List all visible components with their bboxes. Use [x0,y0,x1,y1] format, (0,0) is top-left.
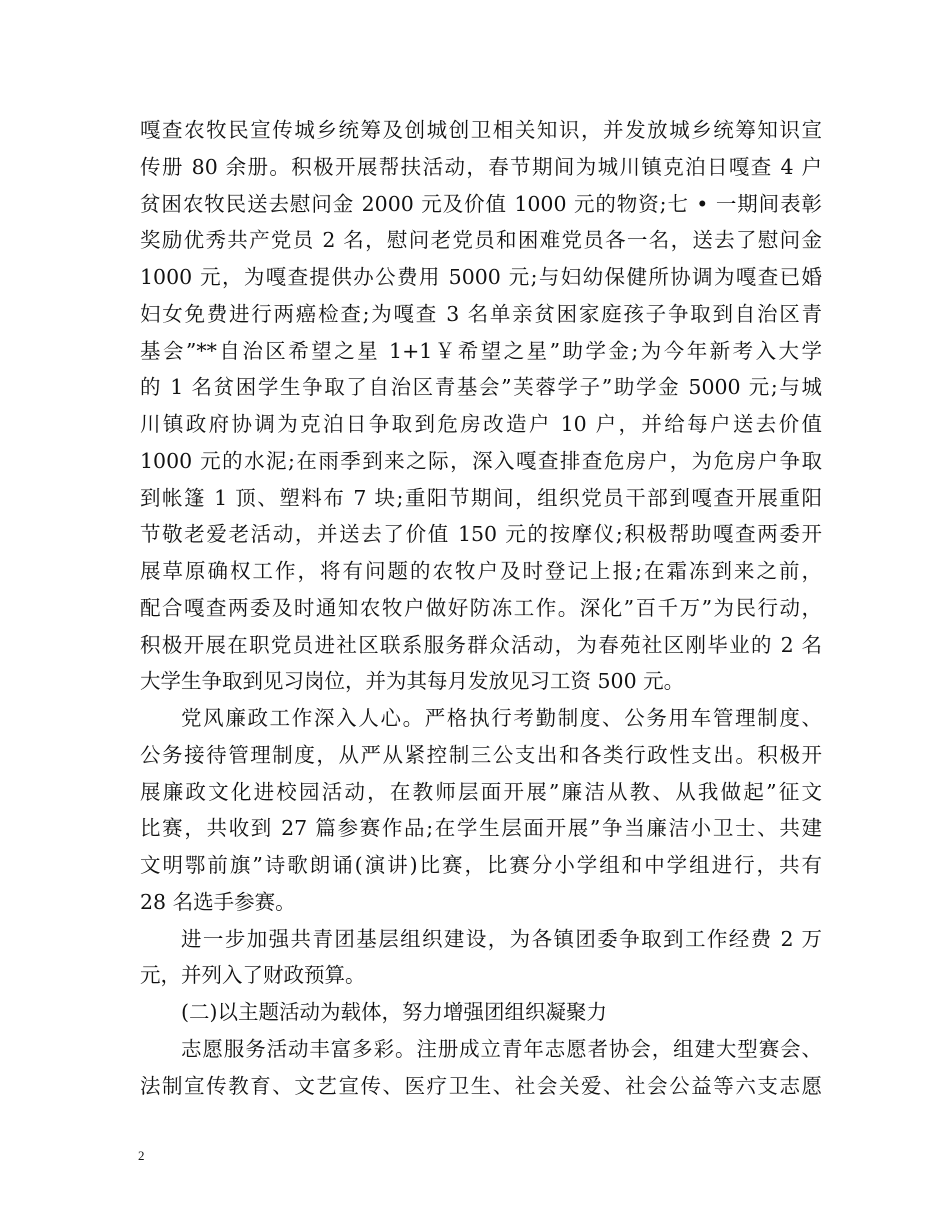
text-line: 积极开展在职党员进社区联系服务群众活动，为春苑社区刚毕业的 2 名 [140,632,822,657]
text-line: 基会”**自治区希望之星 1+1￥希望之星”助学金;为今年新考入大学 [140,338,822,363]
text-line: 展草原确权工作，将有问题的农牧户及时登记上报;在霜冻到来之前， [140,559,822,583]
text-line: 党风廉政工作深入人心。严格执行考勤制度、公务用车管理制度、 [181,706,822,730]
paragraph-volunteer [140,1031,822,1105]
text-line: 文明鄂前旗”诗歌朗诵(演讲)比赛，比赛分小学组和中学组进行，共有 [140,853,822,877]
text-line: 妇女免费进行两癌检查;为嘎查 3 名单亲贫困家庭孩子争取到自治区青 [140,301,822,326]
text-line: 川镇政府协调为克泊日争取到危房改造户 10 户，并给每户送去价值 [140,412,822,436]
text-line: 大学生争取到见习岗位，并为其每月发放见习工资 500 元。 [140,669,685,694]
section-heading-themed-activities [140,994,822,1031]
paragraph-league-organization [140,921,822,995]
text-line: 志愿服务活动丰富多彩。注册成立青年志愿者协会，组建大型赛会、 [181,1036,822,1061]
text-line: 法制宣传教育、文艺宣传、医疗卫生、社会关爱、社会公益等六支志愿 [140,1073,822,1098]
page-number: 2 [138,1148,145,1163]
text-line: 传册 80 余册。积极开展帮扶活动，春节期间为城川镇克泊日嘎查 4 户 [140,154,822,179]
text-line: (二)以主题活动为载体，努力增强团组织凝聚力 [181,1000,607,1024]
text-line: 嘎查农牧民宣传城乡统筹及创城创卫相关知识，并发放城乡统筹知识宣 [140,118,822,142]
text-line: 比赛，共收到 27 篇参赛作品;在学生层面开展”争当廉洁小卫士、共建 [140,816,822,841]
text-line: 配合嘎查两委及时通知农牧户做好防冻工作。深化”百千万”为民行动， [140,595,822,620]
text-line: 1000 元，为嘎查提供办公费用 5000 元;与妇幼保健所协调为嘎查已婚 [140,265,822,289]
text-line: 公务接待管理制度，从严从紧控制三公支出和各类行政性支出。积极开 [140,742,822,767]
text-line: 进一步加强共青团基层组织建设，为各镇团委争取到工作经费 2 万 [181,926,822,951]
text-line: 节敬老爱老活动，并送去了价值 150 元的按摩仪;积极帮助嘎查两委开 [140,522,822,547]
text-line: 展廉政文化进校园活动，在教师层面开展”廉洁从教、从我做起”征文 [140,779,822,804]
document-body [140,112,822,1104]
text-line: 到帐篷 1 顶、塑料布 7 块;重阳节期间，组织党员干部到嘎查开展重阳 [140,485,822,510]
text-line: 奖励优秀共产党员 2 名，慰问老党员和困难党员各一名，送去了慰问金 [140,228,822,253]
text-line: 贫困农牧民送去慰问金 2000 元及价值 1000 元的物资;七 • 一期间表彰 [140,191,822,216]
text-line: 28 名选手参赛。 [140,889,296,914]
text-line: 1000 元的水泥;在雨季到来之际，深入嘎查排查危房户，为危房户争取 [140,448,822,473]
text-line: 元，并列入了财政预算。 [140,963,366,988]
text-line: 的 1 名贫困学生争取了自治区青基会”芙蓉学子”助学金 5000 元;与城 [140,375,822,400]
paragraph-assistance [140,112,822,700]
paragraph-integrity [140,700,822,921]
